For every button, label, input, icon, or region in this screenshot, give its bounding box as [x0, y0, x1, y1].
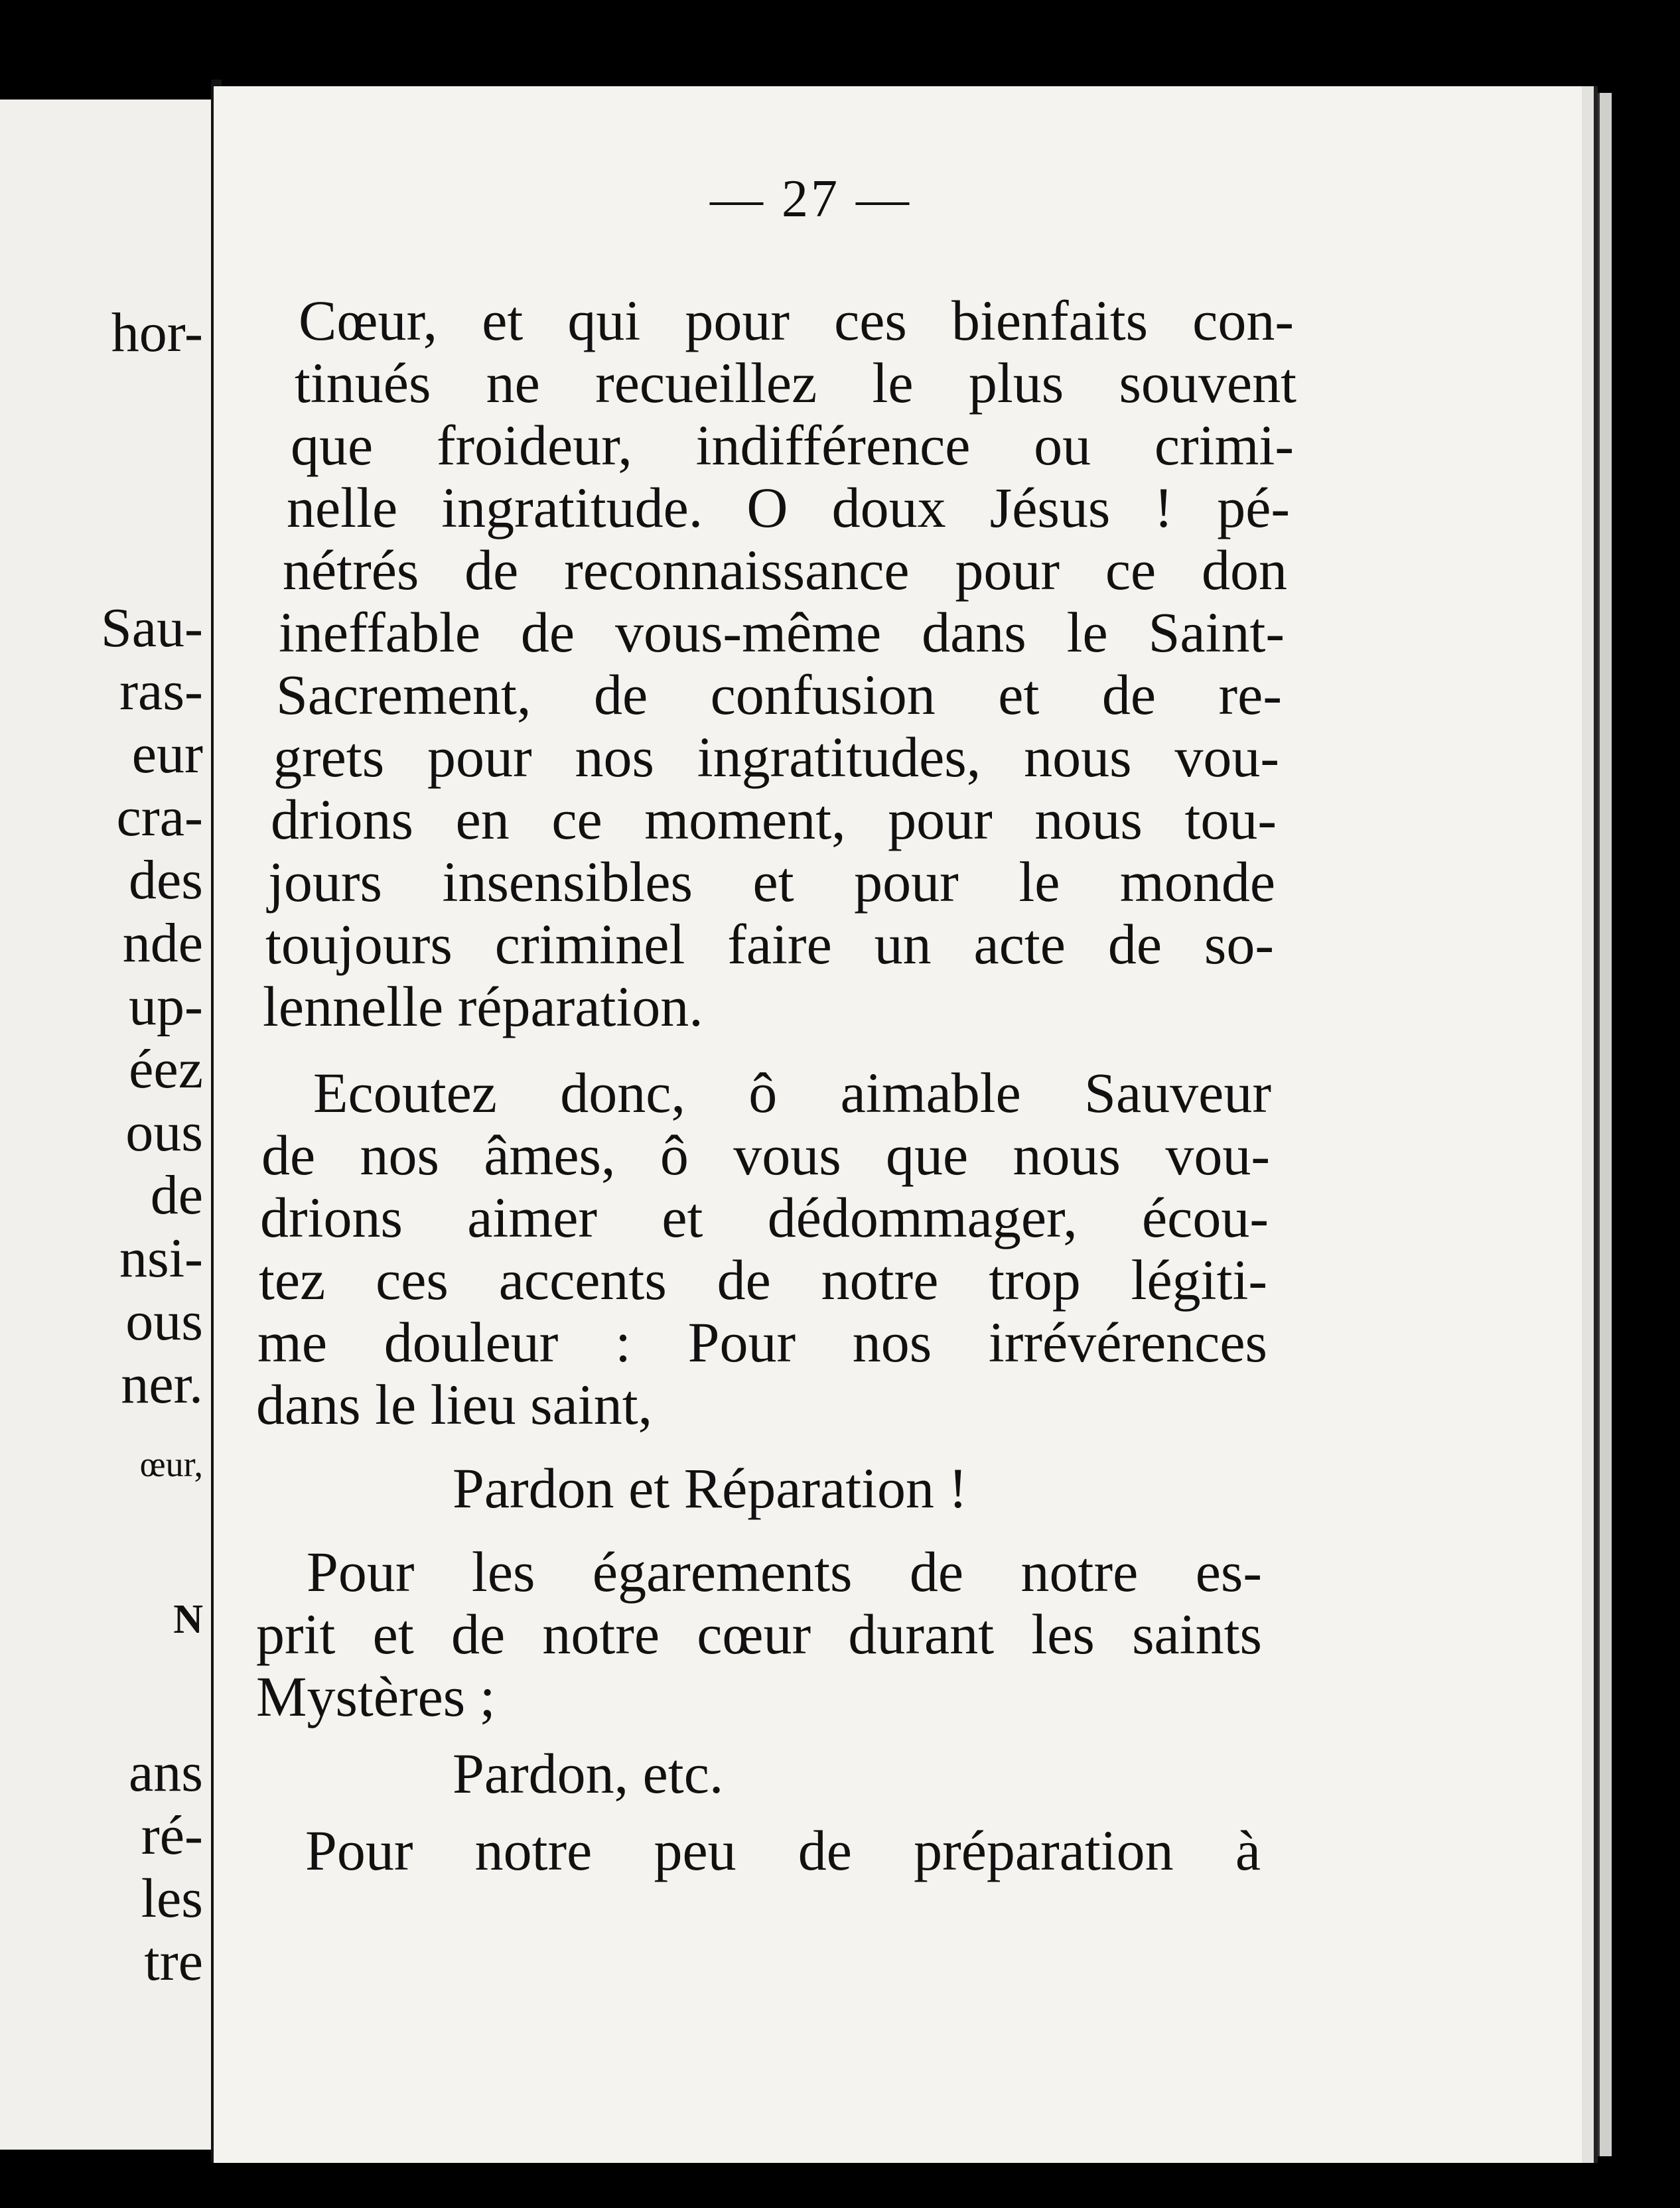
text-line: lennelle réparation. — [263, 975, 703, 1038]
text-line: Pour notre peu de préparation à — [305, 1819, 1261, 1882]
left-fragment: nde — [122, 912, 203, 974]
left-fragment: ans — [129, 1742, 203, 1803]
text-line: toujours criminel faire un acte de so- — [265, 912, 1274, 976]
left-fragment: hor- — [111, 302, 203, 364]
left-fragment: les — [141, 1868, 203, 1929]
left-fragment: ous — [125, 1101, 203, 1163]
text-line: Mystères ; — [256, 1665, 496, 1728]
left-fragment: cra- — [116, 786, 203, 848]
text-line: drions en ce moment, pour nous tou- — [271, 788, 1277, 851]
previous-page — [0, 100, 215, 2150]
left-fragment: eur — [131, 723, 203, 785]
current-page — [214, 86, 1598, 2163]
text-line: tinués ne recueillez le plus souvent — [295, 351, 1296, 415]
text-line: de nos âmes, ô vous que nous vou- — [261, 1123, 1270, 1187]
text-line: prit et de notre cœur durant les saints — [256, 1602, 1262, 1666]
text-line: Ecoutez donc, ô aimable Sauveur — [313, 1061, 1271, 1125]
left-fragment: éez — [129, 1038, 203, 1100]
left-fragment: N — [173, 1597, 203, 1642]
left-fragment: ré- — [141, 1805, 203, 1866]
text-line: drions aimer et dédommager, écou- — [260, 1186, 1269, 1249]
text-line: jours insensibles et pour le monde — [268, 850, 1275, 914]
text-line: tez ces accents de notre trop légiti- — [259, 1248, 1267, 1312]
left-fragment: de — [150, 1164, 203, 1226]
left-fragment: des — [129, 849, 203, 911]
left-fragment: ous — [125, 1290, 203, 1352]
page-edge — [1598, 93, 1612, 2156]
left-fragment: tre — [144, 1931, 203, 1992]
text-line: ineffable de vous-même dans le Saint- — [279, 600, 1285, 664]
text-line: nétrés de reconnaissance pour ce don — [283, 538, 1287, 602]
text-line: Pour les égarements de notre es- — [307, 1540, 1262, 1604]
text-line: Cœur, et qui pour ces bienfaits con- — [299, 289, 1294, 352]
left-fragment: Sau- — [101, 597, 203, 659]
text-line: nelle ingratitude. O doux Jésus ! pé- — [287, 476, 1290, 539]
text-line: que froideur, indifférence ou crimi- — [291, 413, 1294, 477]
left-fragment: nsi- — [119, 1227, 203, 1289]
refrain-line: Pardon et Réparation ! — [453, 1456, 968, 1520]
text-line: grets pour nos ingratitudes, nous vou- — [273, 725, 1279, 789]
text-line: me douleur : Pour nos irrévérences — [257, 1310, 1267, 1374]
left-fragment: up- — [129, 975, 203, 1037]
page-number: — 27 — — [710, 170, 912, 228]
left-fragment: ras- — [119, 660, 203, 722]
refrain-line: Pardon, etc. — [453, 1742, 724, 1805]
text-line: Sacrement, de confusion et de re- — [276, 663, 1282, 726]
left-fragment: ner. — [121, 1353, 203, 1415]
text-line: dans le lieu saint, — [256, 1373, 653, 1436]
left-fragment: œur, — [139, 1444, 203, 1484]
